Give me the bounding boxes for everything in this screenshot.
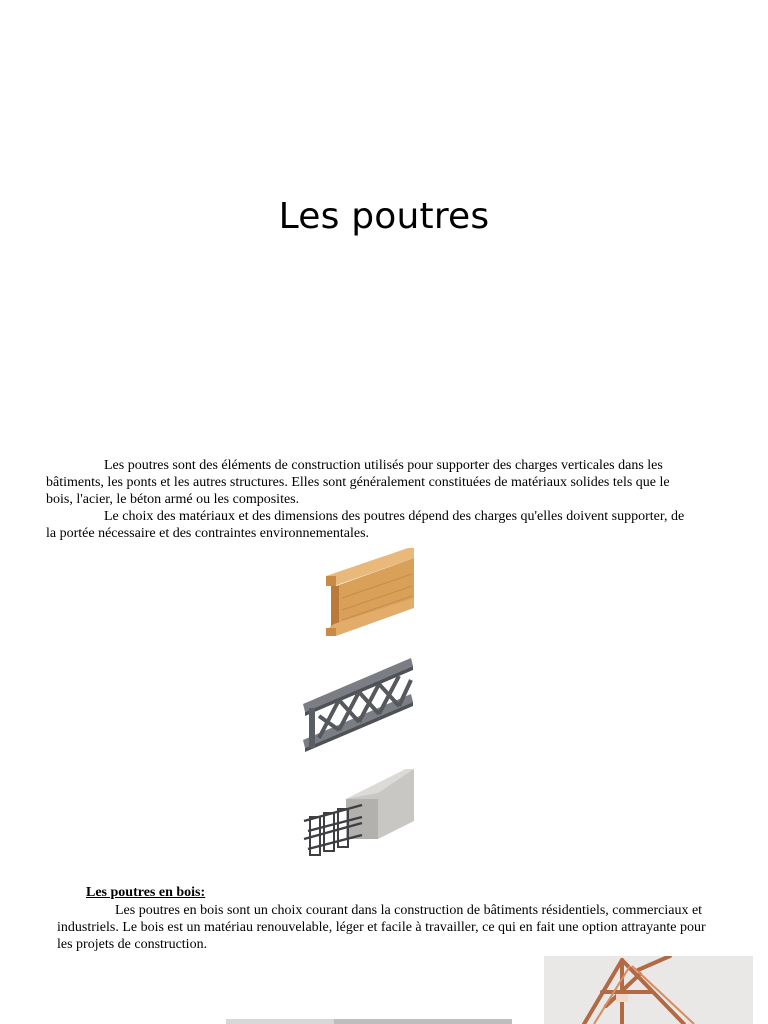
page-title: Les poutres [278,196,490,237]
wood-beam-figure [322,548,414,640]
intro-paragraph-1: Les poutres sont des éléments de construction utilisés pour supporter des charges verticales dans les bâtiments, les ponts et les autres structures. Elles sont généralement constituées de matériaux solides tels que le bois, l'acier, le béton armé ou les composites. [46,458,670,507]
next-figure-edge [226,1019,512,1024]
bois-text [57,902,707,953]
bois-paragraph-1: Les poutres en bois sont un choix courant dans la construction de bâtiments résidentiels, commerciaux et industriels. Le bois est un matériau renouvelable, léger et facile à travailler, ce qui en fait une option attrayante pour les projets de construction. [57,903,706,952]
intro-paragraph-2: Le choix des matériaux et des dimensions des poutres dépend des charges qu'elles doivent supporter, de la portée nécessaire et des contraintes environnementales. [46,509,685,541]
section-heading-bois: Les poutres en bois: [86,885,206,900]
steel-truss-figure [301,656,415,754]
concrete-beam-figure [302,765,414,863]
roof-truss-figure [544,956,753,1024]
intro-text [46,457,696,542]
